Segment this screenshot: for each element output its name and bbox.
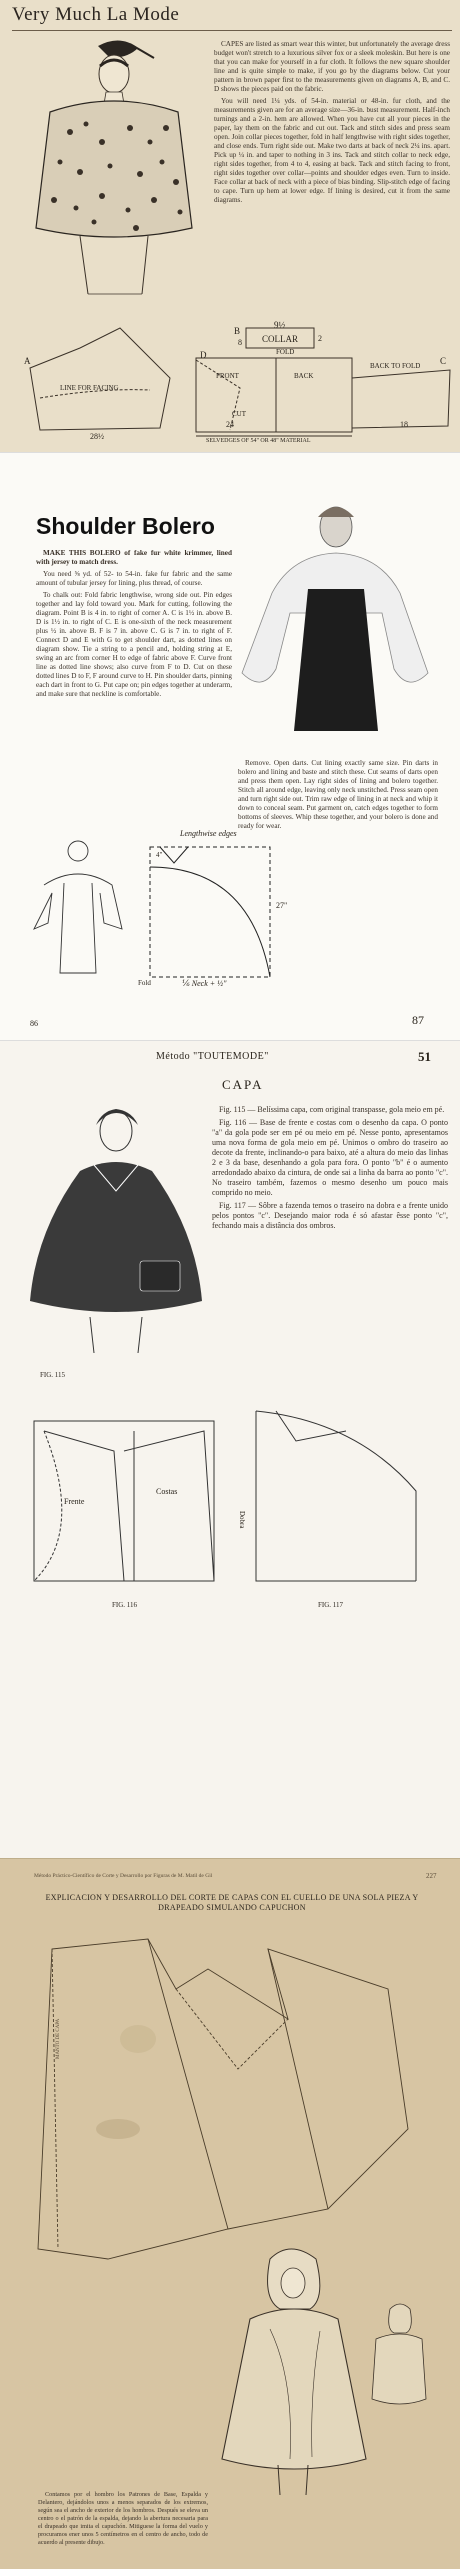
panel2-title: Shoulder Bolero — [36, 513, 215, 539]
label-dim-8: 8 — [238, 338, 242, 347]
label-fig116: FIG. 116 — [112, 1601, 138, 1609]
panel3-header-right: 51 — [418, 1049, 431, 1064]
panel-very-much-la-mode — [0, 0, 460, 452]
panel2-text-right — [238, 759, 438, 834]
label-dobra: Dobra — [238, 1511, 246, 1529]
paragraph: Remove. Open darts. Cut lining exactly same size. Pin darts in bolero and lining and baste and stitch these. Cut seams of darts open and press them open. Lay right sides of lining and bolero together. Stitch all around edge, leaving only neck unstitched. Press seam open and turn right side out. Trim raw edge of lining in at neck and whip it down to conceal seam. Put garment on, catch edges together to form bottoms of sleeves. Whip these together, and your bolero is done and ready for wear. — [238, 759, 439, 830]
title-rule — [12, 30, 452, 31]
label-fig115: FIG. 115 — [40, 1371, 66, 1379]
paragraph: You will need 1¼ yds. of 54-in. material or 48-in. fur cloth, and the measurements given are for an average size—36-in. bust measurement. Half-inch turnings and a 2-in. hem are allowed. When you have cut all your pieces in the paper, lay them on the fabric and cut out. Tack and stitch sides and press seam open. Join collar pieces together, fold in half lengthwise with right sides together, and close ends. Turn right side out. Make two darts at back of neck 2¼ ins. apart. Pick up ¼ in. and taper to nothing in 3 ins. Tack and stitch collar to neck edge, right sides together, from 4 to 4, easing at back. Tack and stitch facing to front, right sides together over collar—points and shoulder edges even. Turn to inside. Face collar at back of neck with a piece of bias binding. Slip-stitch edge of facing to cape. Turn up hem at lower edge. If lining is desired, cut it from the same diagrams. — [214, 97, 450, 204]
page-number-right: 87 — [412, 1013, 424, 1027]
label-dim-27: 27" — [276, 901, 288, 910]
bolero-diagram — [130, 837, 290, 987]
panel3-header-left: Método "TOUTEMODE" — [156, 1051, 269, 1062]
label-b: B — [234, 326, 241, 336]
label-dim-28: 28½ — [90, 432, 104, 441]
panel1-title: Very Much La Mode — [12, 4, 180, 25]
paragraph: Contamos por el hombro los Patrones de Base, Espalda y Delantero, dejándolos unos a menos separados de los extremos, según sea el ancho de exterior de los hombros. Después se eleva un centro o el patrón de la espalda, dejando la abertura necesaria para el drapeado que imita el capuchón. Mitiguese la forma del vuelo y procuramos ener unos 5 centímetros en el centro de ancho, todo de acuerdo al presente dibujo. — [38, 2491, 208, 2546]
paragraph: Fig. 116 — Base de frente e costas com o desenho da capa. O ponto "a" da gola pode ser em pé ou meio em pé. Nesse ponto, apresentamos uma nova forma de gola meio em pé. Unimos o ombro do traseiro ao decote da frente, inclinando-o para baixo, até a altura do meio das linhas 2 e 3 da base, desenhando a gola para fora. O ponto "b" é o aumento arredondado abaixo da cintura, de onde sai a linha da barra ao ponto "c". No traseiro também, fazemos o mesmo desenho um pouco mais comprido no meio. — [212, 1118, 448, 1197]
panel4-side-label: MANTO DE CAPA — [56, 2018, 61, 2059]
label-front: FRONT — [216, 372, 239, 380]
fig117-diagram — [236, 1401, 426, 1591]
panel-capa — [0, 1040, 460, 1859]
cape-illustration — [10, 32, 210, 302]
label-back: BACK — [294, 372, 314, 380]
cape-back-figure — [360, 2299, 430, 2419]
panel4-page: 227 — [426, 1872, 437, 1880]
label-line-for-facing: LINE FOR FACING — [60, 384, 119, 392]
label-costas: Costas — [156, 1487, 178, 1496]
label-dim-24: 24 — [226, 420, 234, 429]
label-dim-collar: 9½ — [274, 320, 286, 330]
label-dim-18: 18 — [400, 420, 408, 429]
label-selvedges: SELVEDGES OF 54" OR 48" MATERIAL — [206, 438, 311, 444]
label-fold: Fold — [138, 979, 151, 987]
label-back-to-fold: BACK TO FOLD — [370, 362, 421, 370]
bolero-photo — [232, 493, 438, 733]
panel-capas-capuchon — [0, 1858, 460, 2569]
paragraph: Fig. 117 — Sôbre a fazenda temos o traseiro na dobra e a frente unido pelos pontos "c". Desejando maior roda é só afastar êsse ponto "c", fechando mais a distância dos ombros. — [212, 1201, 448, 1230]
panel3-text — [212, 1105, 448, 1234]
label-c: C — [440, 356, 447, 366]
label-lengthwise-edges: Lengthwise edges — [180, 829, 237, 838]
panel4-text — [38, 2491, 208, 2550]
label-cut: CUT — [232, 410, 246, 418]
bolero-sketch — [30, 833, 126, 983]
panel4-running-head: Método Práctico-Científico de Corte y Desarrollo por Figuras de M. Matil de Gil — [34, 1873, 213, 1879]
paragraph: Fig. 115 — Belíssima capa, com original transpasse, gola meio em pé. — [219, 1105, 445, 1114]
label-fold: FOLD — [276, 348, 295, 356]
panel2-text-left — [36, 549, 232, 702]
label-collar: COLLAR — [262, 334, 298, 344]
panel4-heading: EXPLICACION Y DESARROLLO DEL CORTE DE CAPAS CON EL CUELLO DE UNA SOLA PIEZA Y DRAPEADO SIMULANDO CAPUCHON — [45, 1893, 419, 1912]
label-dim-2: 2 — [318, 334, 322, 343]
paragraph: To chalk out: Fold fabric lengthwise, wrong side out. Pin edges together and lay fold toward you. Mark for cutting, following the diagram. Point B is 4 in. to right of corner A. C is 1½ in. above B. D is 1½ in. to right of C. E is one-sixth of the neck measurement plus ½ in. above B. F is 7 in. above C. G is 7 in. to right of F. Connect D and E with G to get shoulder dart, as dotted lines on diagram show. Tie a string to a pencil and, holding string at E, swing an arc from corner H to edge of fabric above F. Curve front line as dotted line shows; also curve from F to D. Cut on these dotted lines D to F, F around curve to H. Pin shoulder darts, pinning each dart in front to G. Put cape on; pin edges together at underarm, and make sure that neckline is comfortable. — [36, 591, 232, 698]
paragraph: CAPES are listed as smart wear this winter, but unfortunately the average dress budget won't stretch to a luxurious silver fox or a sleek moleskin. But here is one that you can make for yourself in a fur cloth. It follows the new square shoulder line and is quite simple to make, if you go by the diagrams below. Cut your pattern in brown paper first to the measurements given on diagrams A, B, and C. D shows the pieces paid on the fabric. — [214, 40, 450, 93]
label-dim-4: 4" — [156, 851, 163, 859]
paragraph: MAKE THIS BOLERO of fake fur white krimmer, lined with jersey to match dress. — [36, 549, 232, 566]
label-d: D — [200, 350, 207, 360]
label-frente: Frente — [64, 1497, 85, 1506]
page-number-left: 86 — [30, 1019, 38, 1028]
panel1-text — [214, 40, 450, 208]
panel3-title: CAPA — [222, 1077, 264, 1092]
label-fig117: FIG. 117 — [318, 1601, 344, 1609]
paragraph: You need ⅝ yd. of 52- to 54-in. fake fur fabric and the same amount of tubular jersey for lining, plus thread, of course. — [36, 570, 232, 587]
label-a: A — [24, 356, 31, 366]
capa-illustration — [20, 1091, 210, 1361]
panel-shoulder-bolero — [0, 452, 460, 1041]
label-neck-formula: ⅙ Neck + ½" — [182, 979, 227, 988]
fig116-diagram — [24, 1411, 220, 1591]
